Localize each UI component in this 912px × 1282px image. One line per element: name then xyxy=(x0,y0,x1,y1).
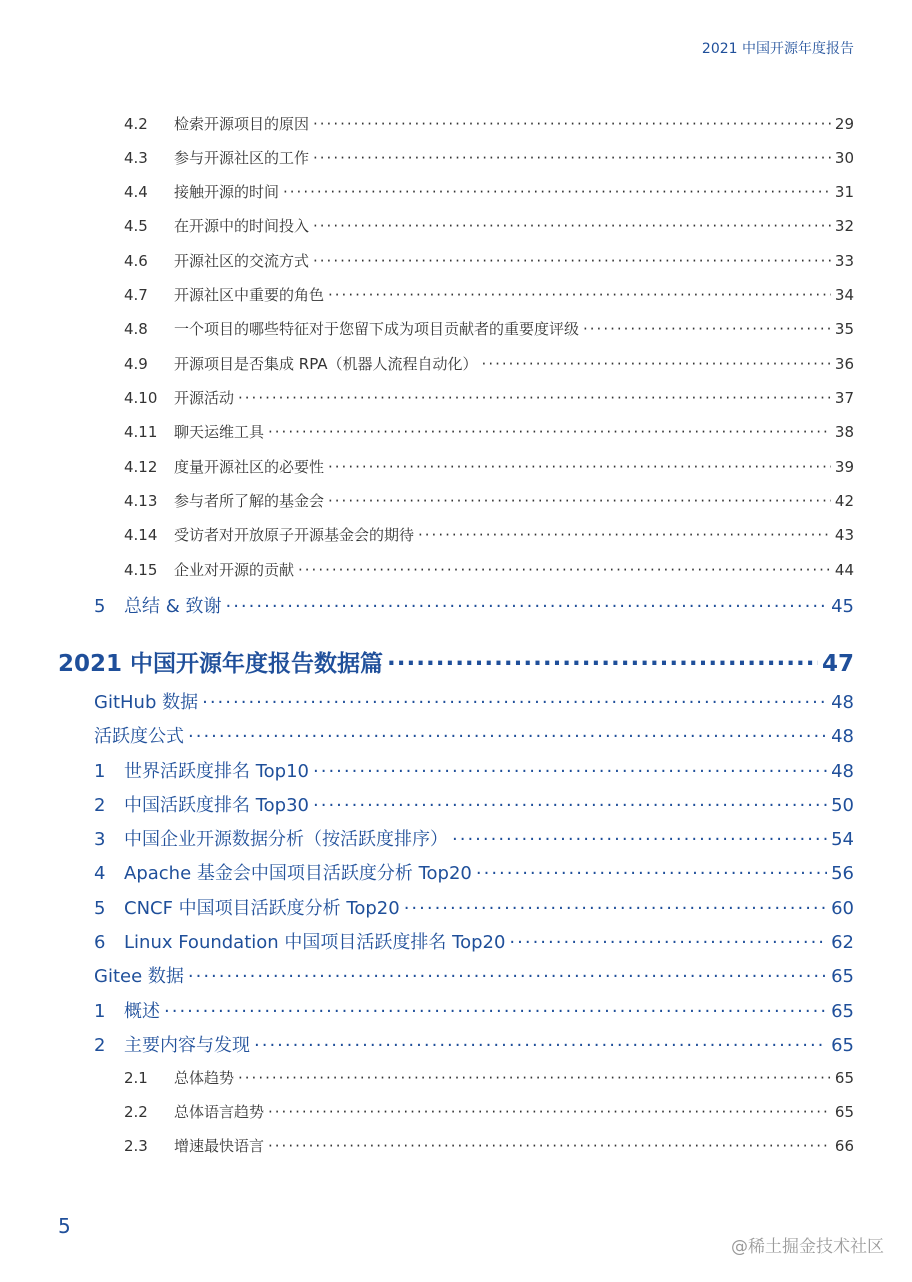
toc-entry-label: 总结 & 致谢 xyxy=(124,596,222,617)
toc-entry-page: 50 xyxy=(831,795,854,816)
dot-leader xyxy=(188,966,827,987)
toc-entry-label: 活跃度公式 xyxy=(94,726,184,747)
toc-chapter-entry[interactable] xyxy=(94,592,854,618)
toc-part-heading[interactable] xyxy=(58,645,854,677)
dot-leader xyxy=(404,898,827,919)
toc-entry-page: 44 xyxy=(834,561,854,579)
toc-entry-label: Gitee 数据 xyxy=(94,966,184,987)
toc-entry-label: 总体趋势 xyxy=(174,1069,235,1087)
toc-entry-page: 33 xyxy=(834,252,854,270)
toc-entry-number: 4 xyxy=(94,863,106,884)
toc-entry[interactable] xyxy=(124,215,854,237)
toc-entry-page: 65 xyxy=(831,1035,854,1056)
toc-entry-label: 概述 xyxy=(124,1001,160,1022)
dot-leader xyxy=(268,423,831,441)
toc-entry-number: 4.14 xyxy=(124,526,158,544)
watermark-text: @稀土掘金技术社区 xyxy=(731,1237,884,1257)
toc-entry-page: 34 xyxy=(834,286,854,304)
toc-entry-page: 36 xyxy=(834,355,854,373)
toc-entry-number: 4.7 xyxy=(124,286,148,304)
toc-entry-label: 度量开源社区的必要性 xyxy=(174,458,325,476)
toc-entry-page: 35 xyxy=(834,320,854,338)
toc-entry-label: 在开源中的时间投入 xyxy=(174,217,310,235)
toc-entry-label: 中国活跃度排名 Top30 xyxy=(124,795,310,816)
toc-entry-number: 2 xyxy=(94,795,106,816)
toc-entry[interactable] xyxy=(124,1067,854,1089)
toc-entry-number: 5 xyxy=(94,596,106,617)
dot-leader xyxy=(268,1137,831,1155)
toc-entry[interactable] xyxy=(124,1101,854,1123)
dot-leader xyxy=(313,795,827,816)
toc-entry-page: 48 xyxy=(831,761,854,782)
toc-entry-number: 4.11 xyxy=(124,423,158,441)
toc-entry-page: 65 xyxy=(834,1103,854,1121)
toc-entry-label: 开源社区中重要的角色 xyxy=(174,286,325,304)
toc-entry-page: 65 xyxy=(834,1069,854,1087)
toc-entry[interactable] xyxy=(94,757,854,783)
toc-entry-page: 54 xyxy=(831,829,854,850)
toc-entry-page: 66 xyxy=(834,1137,854,1155)
toc-entry-page: 60 xyxy=(831,898,854,919)
toc-entry-page: 56 xyxy=(831,863,854,884)
toc-entry-number: 4.6 xyxy=(124,252,148,270)
toc-entry-number: 5 xyxy=(94,898,106,919)
toc-entry-number: 1 xyxy=(94,1001,106,1022)
toc-entry-number: 4.4 xyxy=(124,183,148,201)
toc-entry[interactable] xyxy=(124,353,854,375)
toc-entry[interactable] xyxy=(124,387,854,409)
toc-entry[interactable] xyxy=(94,825,854,851)
dot-leader xyxy=(298,561,831,579)
toc-entry[interactable] xyxy=(124,318,854,340)
dot-leader xyxy=(254,1035,827,1056)
toc-entry-label: CNCF 中国项目活跃度分析 Top20 xyxy=(124,898,400,919)
toc-entry-page: 48 xyxy=(831,692,854,713)
dot-leader xyxy=(418,526,831,544)
dot-leader xyxy=(583,320,831,338)
toc-entry-label: 世界活跃度排名 Top10 xyxy=(124,761,310,782)
toc-entry[interactable] xyxy=(124,490,854,512)
toc-entry-number: 4.9 xyxy=(124,355,148,373)
toc-entry[interactable] xyxy=(94,688,854,714)
toc-entry-number: 4.2 xyxy=(124,115,148,133)
dot-leader xyxy=(164,1001,827,1022)
toc-entry-number: 2 xyxy=(94,1035,106,1056)
toc-entry-number: 4.12 xyxy=(124,458,158,476)
dot-leader xyxy=(238,1069,831,1087)
toc-entry-label: 参与者所了解的基金会 xyxy=(174,492,325,510)
dot-leader xyxy=(387,651,818,677)
toc-entry-label: 聊天运维工具 xyxy=(174,423,265,441)
dot-leader xyxy=(509,932,827,953)
toc-entry-label: 企业对开源的贡献 xyxy=(174,561,295,579)
toc-entry-label: Linux Foundation 中国项目活跃度排名 Top20 xyxy=(124,932,506,953)
toc-entry-number: 4.8 xyxy=(124,320,148,338)
dot-leader xyxy=(188,726,827,747)
toc-entry[interactable] xyxy=(124,113,854,135)
toc-entry-page: 38 xyxy=(834,423,854,441)
dot-leader xyxy=(313,217,831,235)
toc-entry-number: 1 xyxy=(94,761,106,782)
toc-entry[interactable] xyxy=(124,421,854,443)
toc-entry-number: 4.3 xyxy=(124,149,148,167)
toc-entry-page: 43 xyxy=(834,526,854,544)
toc-entry-page: 39 xyxy=(834,458,854,476)
page-number: 5 xyxy=(58,1214,71,1238)
toc-entry-page: 65 xyxy=(831,1001,854,1022)
dot-leader xyxy=(313,761,827,782)
toc-entry-label: 总体语言趋势 xyxy=(174,1103,265,1121)
dot-leader xyxy=(482,355,831,373)
toc-entry-page: 32 xyxy=(834,217,854,235)
toc-entry-number: 4.5 xyxy=(124,217,148,235)
dot-leader xyxy=(225,596,827,617)
toc-entry-number: 6 xyxy=(94,932,106,953)
toc-entry-page: 30 xyxy=(834,149,854,167)
toc-entry-label: 接触开源的时间 xyxy=(174,183,280,201)
toc-entry-number: 3 xyxy=(94,829,106,850)
toc-entry-label: GitHub 数据 xyxy=(94,692,199,713)
toc-entry-label: 检索开源项目的原因 xyxy=(174,115,310,133)
toc-entry[interactable] xyxy=(124,524,854,546)
toc-entry-number: 2.2 xyxy=(124,1103,148,1121)
toc-entry-label: 增速最快语言 xyxy=(174,1137,265,1155)
toc-entry-label: 主要内容与发现 xyxy=(124,1035,250,1056)
toc-entry-page: 45 xyxy=(831,596,854,617)
toc-entry-page: 48 xyxy=(831,726,854,747)
dot-leader xyxy=(328,492,831,510)
toc-entry-label: 一个项目的哪些特征对于您留下成为项目贡献者的重要度评级 xyxy=(174,320,580,338)
toc-part-page: 47 xyxy=(821,651,854,677)
dot-leader xyxy=(283,183,831,201)
toc-entry[interactable] xyxy=(94,859,854,885)
toc-entry-number: 2.3 xyxy=(124,1137,148,1155)
toc-entry[interactable] xyxy=(124,1135,854,1157)
toc-entry-page: 37 xyxy=(834,389,854,407)
toc-entry[interactable] xyxy=(124,147,854,169)
dot-leader xyxy=(313,115,831,133)
toc-entry-number: 4.13 xyxy=(124,492,158,510)
dot-leader xyxy=(313,149,831,167)
toc-entry-label: 开源社区的交流方式 xyxy=(174,252,310,270)
toc-entry-number: 2.1 xyxy=(124,1069,148,1087)
dot-leader xyxy=(328,458,831,476)
dot-leader xyxy=(476,863,827,884)
toc-entry[interactable] xyxy=(124,559,854,581)
report-header-title: 2021 中国开源年度报告 xyxy=(701,41,854,57)
toc-part-label: 2021 中国开源年度报告数据篇 xyxy=(58,651,384,677)
toc-entry[interactable] xyxy=(124,250,854,272)
toc-entry[interactable] xyxy=(94,1031,854,1057)
toc-entry-label: 中国企业开源数据分析（按活跃度排序） xyxy=(124,829,448,850)
toc-entry-label: 开源活动 xyxy=(174,389,235,407)
toc-entry-label: 受访者对开放原子开源基金会的期待 xyxy=(174,526,415,544)
toc-entry[interactable] xyxy=(124,181,854,203)
toc-entry[interactable] xyxy=(94,791,854,817)
toc-entry-label: 开源项目是否集成 RPA（机器人流程自动化） xyxy=(174,355,478,373)
dot-leader xyxy=(313,252,831,270)
toc-entry[interactable] xyxy=(94,894,854,920)
toc-entry-number: 4.15 xyxy=(124,561,158,579)
toc-entry-page: 62 xyxy=(831,932,854,953)
toc-entry-page: 42 xyxy=(834,492,854,510)
toc-entry-number: 4.10 xyxy=(124,389,158,407)
toc-entry-label: 参与开源社区的工作 xyxy=(174,149,310,167)
toc-entry[interactable] xyxy=(124,456,854,478)
toc-entry[interactable] xyxy=(94,722,854,748)
dot-leader xyxy=(268,1103,831,1121)
toc-entry-page: 65 xyxy=(831,966,854,987)
toc-entry[interactable] xyxy=(94,928,854,954)
toc-entry-label: Apache 基金会中国项目活跃度分析 Top20 xyxy=(124,863,472,884)
toc-entry[interactable] xyxy=(94,962,854,988)
dot-leader xyxy=(452,829,827,850)
toc-entry-page: 31 xyxy=(834,183,854,201)
dot-leader xyxy=(238,389,831,407)
dot-leader xyxy=(202,692,827,713)
toc-entry[interactable] xyxy=(94,997,854,1023)
toc-entry-page: 29 xyxy=(834,115,854,133)
toc-entry[interactable] xyxy=(124,284,854,306)
dot-leader xyxy=(328,286,831,304)
